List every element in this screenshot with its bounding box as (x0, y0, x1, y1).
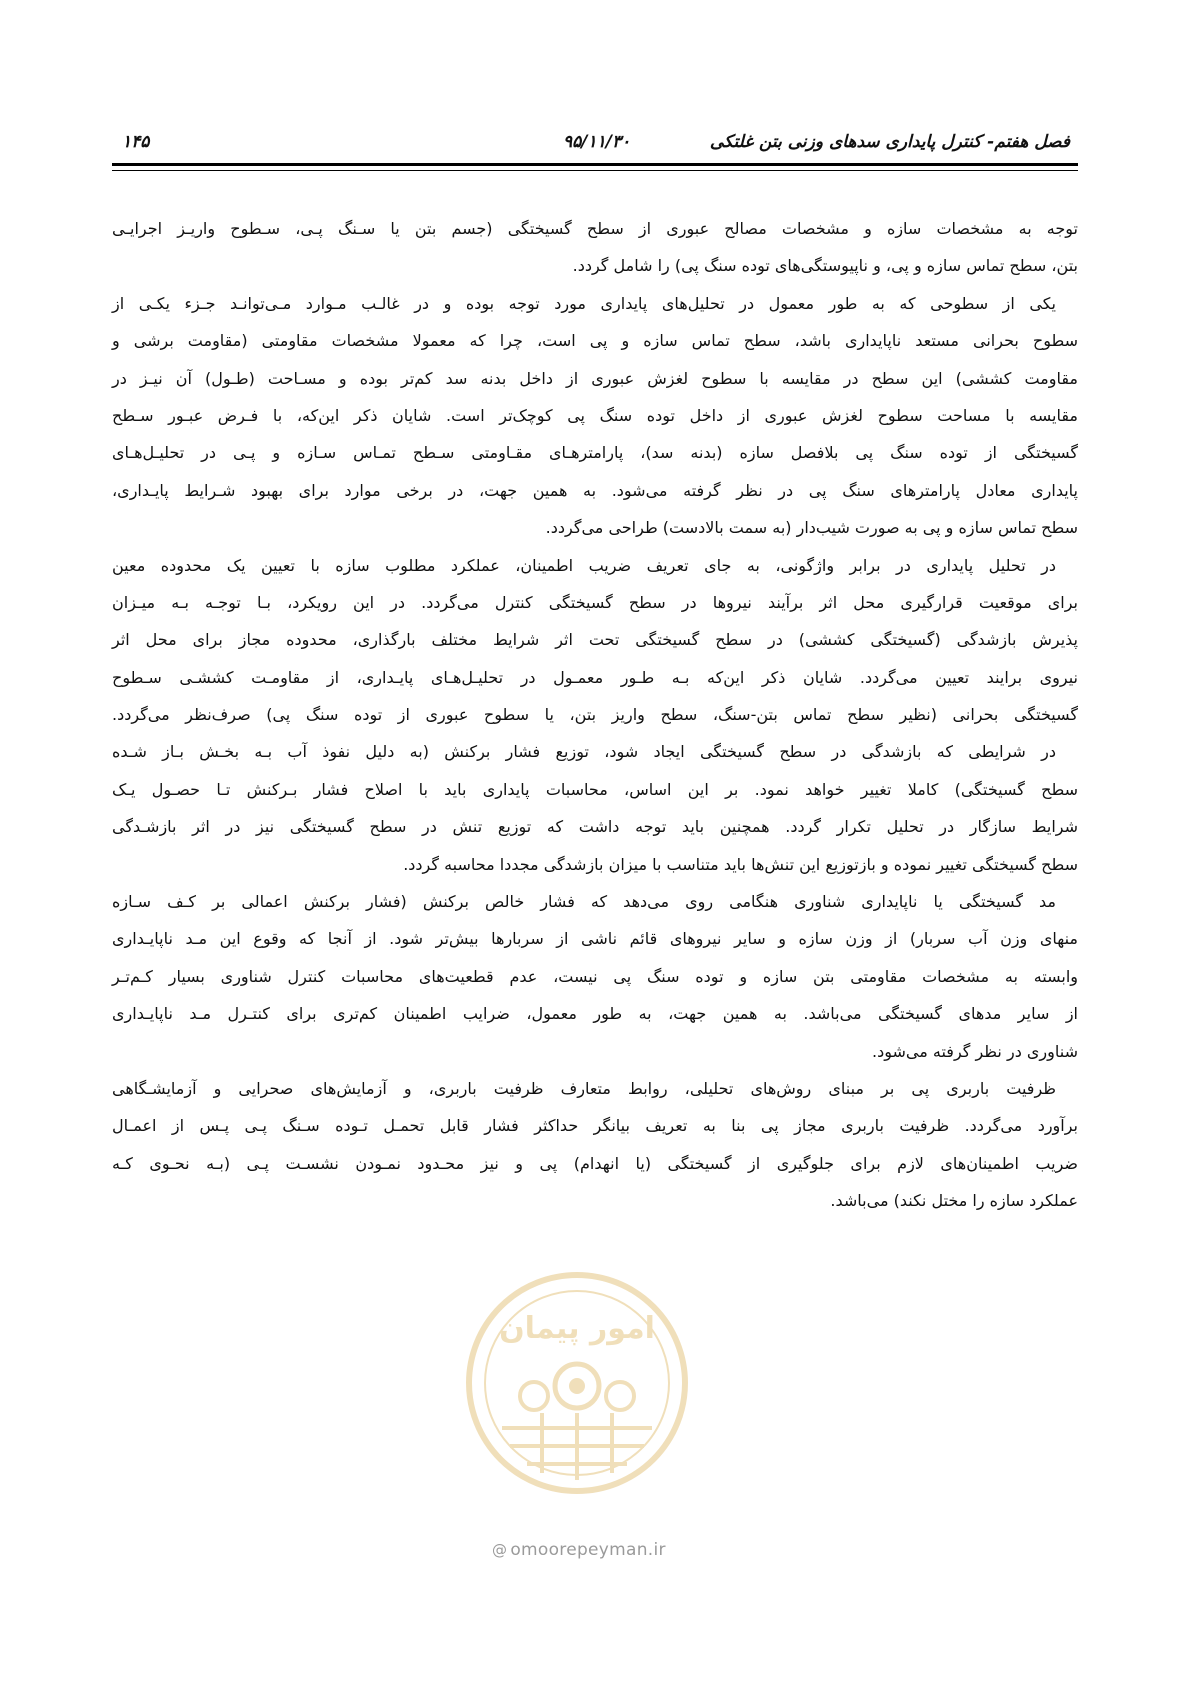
header-rule-thick (112, 163, 1078, 166)
body-text (112, 210, 1078, 1220)
text-line: توجه به مشخصات سازه و مشخصات مصالح عبوری از سطح گسیختگی (جسم بتن یا سـنگ پـی، سـطوح واریـز اجرایـی (112, 219, 1078, 238)
text-line: برای موقعیت قرارگیری محل اثر برآیند نیروها در سطح گسیختگی کنترل می‌گردد. در این رویکرد، بـا توجـه بـه میـزان (112, 592, 1078, 612)
paragraph-2 (112, 285, 1078, 547)
paragraph-6 (112, 1070, 1078, 1220)
paragraph-1 (112, 210, 1078, 285)
text-line: نیروی برایند تعیین می‌گردد. شایان ذکر این‌که بـه طـور معمـول در تحلیـل‌هـای پایـداری، از مقاومـت کششـی سـطوح (112, 667, 1078, 687)
text-line: برآورد می‌گردد. ظرفیت باربری مجاز پی بنا به تعریف بیانگر حداکثر فشار قابل تحمـل تـوده سـنگ پـی پـس از اعمـال (112, 1116, 1078, 1136)
text-line: سطوح بحرانی مستعد ناپایداری باشد، سطح تماس سازه و پی است، چرا که معمولا مشخصات مقاومتی (مقاومت برشی و (112, 331, 1078, 351)
header-date: ۹۵/۱۱/۳۰ (563, 132, 631, 152)
text-line: منهای وزن آب سربار) از وزن سازه و سایر نیروهای قائم ناشی از سربارها بیش‌تر شود. از آنجا که وقوع این مـد ناپایـداری (112, 929, 1078, 949)
svg-text:امور پیمان: امور پیمان (499, 1311, 655, 1346)
page-number: ۱۴۵ (122, 132, 150, 152)
text-line: پذیرش بازشدگی (گسیختگی کششی) در سطح گسیختگی تحت اثر شرایط مختلف بارگذاری، محدوده مجاز برای محل اثر (112, 630, 1078, 650)
text-line: پایداری معادل پارامترهای سنگ پی در نظر گرفته می‌شود. به همین جهت، در برخی موارد برای بهبود شـرایط پایـداری، (112, 480, 1078, 500)
text-line: سطح تماس سازه و پی به صورت شیب‌دار (به سمت بالادست) طراحی می‌گردد. (545, 518, 1078, 538)
at-icon: @ (492, 1541, 508, 1559)
text-line: سطح گسیختگی) کاملا تغییر خواهد نمود. بر این اساس، محاسبات پایداری باید با اصلاح فشار بـرکنش تـا حصـول یـک (112, 779, 1078, 799)
text-line: از سایر مدهای گسیختگی می‌باشد. به همین جهت، به طور معمول، ضرایب اطمینان کم‌تری برای کنتـرل مـد ناپایـداری (112, 1004, 1078, 1024)
watermark-stamp (462, 1268, 692, 1498)
paragraph-4 (112, 733, 1078, 883)
text-line: شرایط سازگار در تحلیل تکرار گردد. همچنین باید توجه داشت که توزیع تنش در سطح گسیختگی نیز در اثر بازشـدگی (112, 817, 1078, 837)
text-line: مقایسه با مساحت سطوح لغزش عبوری از داخل توده سنگ پی کوچک‌تر است. شایان ذکر این‌که، با فـرض عبـور سـطح (112, 405, 1078, 425)
text-line: وابسته به مشخصات مقاومتی بتن سازه و توده سنگ پی نیست، عدم قطعیت‌های محاسبات کنترل شناوری بسیار کـم‌تـر (112, 966, 1078, 986)
header-rule-thin (112, 170, 1078, 171)
text-line: بتن، سطح تماس سازه و پی، و ناپیوستگی‌های توده سنگ پی) را شامل گردد. (572, 256, 1078, 276)
watermark-url (492, 1540, 666, 1560)
text-line: در تحلیل پایداری در برابر واژگونی، به جای تعریف ضریب اطمینان، عملکرد مطلوب سازه با تعیین یک محدوده معین (112, 555, 1056, 575)
text-line: عملکرد سازه را مختل نکند) می‌باشد. (830, 1191, 1078, 1211)
text-line: سطح گسیختگی تغییر نموده و بازتوزیع این تنش‌ها باید متناسب با میزان بازشدگی مجددا محاسبه گردد. (403, 854, 1078, 874)
paragraph-3 (112, 547, 1078, 734)
watermark-url-text: omoorepeyman.ir (510, 1540, 666, 1560)
text-line: در شرایطی که بازشدگی در سطح گسیختگی ایجاد شود، توزیع فشار برکنش (به دلیل نفوذ آب بـه بخـش بـاز شـده (112, 742, 1056, 762)
paragraph-5 (112, 883, 1078, 1070)
chapter-title: فصل هفتم- کنترل پایداری سدهای وزنی بتن غلتکی (709, 132, 1070, 152)
text-line: گسیختگی از توده سنگ پی بلافصل سازه (بدنه سد)، پارامترهـای مقـاومتی سـطح تمـاس سـازه و پـی در تحلیـل‌هـای (112, 443, 1078, 463)
text-line: یکی از سطوحی که به طور معمول در تحلیل‌های پایداری مورد توجه بوده و در غالـب مـوارد مـی‌توانـد جـزء یکـی از (112, 293, 1056, 313)
text-line: گسیختگی بحرانی (نظیر سطح تماس بتن-سنگ، سطح واریز بتن، یا سطوح عبوری از توده سنگ پی) صرف‌نظر می‌گردد. (112, 705, 1078, 725)
running-header (120, 128, 1070, 158)
text-line: مقاومت کششی) این سطح در مقایسه با سطوح لغزش عبوری از داخل بدنه سد کم‌تر بوده و مسـاحت (طـول) آن نیـز در (112, 368, 1078, 388)
text-line: ظرفیت باربری پی بر مبنای روش‌های تحلیلی، روابط متعارف ظرفیت باربری، و آزمایش‌های صحرایی و آزمایشـگاهی (112, 1078, 1056, 1098)
text-line: شناوری در نظر گرفته می‌شود. (872, 1041, 1078, 1061)
text-line: ضریب اطمینان‌های لازم برای جلوگیری از گسیختگی (یا انهدام) پی و نیز محـدود نمـودن نشسـت پـی (بـه نحـوی کـه (112, 1153, 1078, 1173)
text-line: مد گسیختگی یا ناپایداری شناوری هنگامی روی می‌دهد که فشار خالص برکنش (فشار برکنش اعمالی بر کـف سـازه (112, 892, 1056, 912)
